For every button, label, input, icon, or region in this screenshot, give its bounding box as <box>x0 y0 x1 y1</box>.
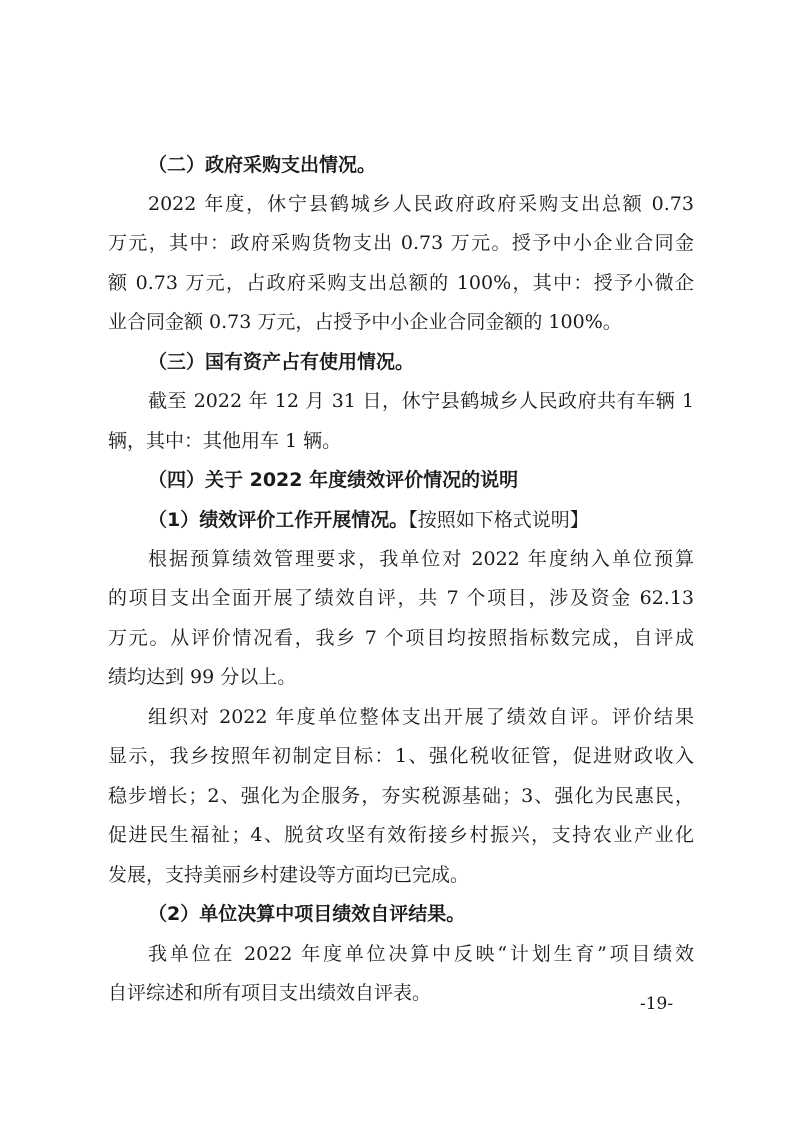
paragraph-line: 促进民生福祉；4、脱贫攻坚有效衔接乡村振兴，支持农业产业化 <box>108 824 694 846</box>
paragraph-line: 我单位在 2022 年度单位决算中反映“计划生育”项目绩效 <box>148 943 694 965</box>
paragraph-line: 万元。从评价情况看，我乡 7 个项目均按照指标数完成，自评成 <box>108 627 694 649</box>
page-number: -19- <box>640 994 674 1014</box>
paragraph-line: 额 0.73 万元，占政府采购支出总额的 100%，其中：授予小微企 <box>108 272 694 294</box>
paragraph-line: 显示，我乡按照年初制定目标：1、强化税收征管，促进财政收入 <box>108 745 694 767</box>
paragraph-line: 截至 2022 年 12 月 31 日，休宁县鹤城乡人民政府共有车辆 1 <box>148 390 694 412</box>
paragraph-line: 2022 年度，休宁县鹤城乡人民政府政府采购支出总额 0.73 <box>148 193 694 215</box>
paragraph-line: 发展，支持美丽乡村建设等方面均已完成。 <box>108 864 470 886</box>
paragraph-line: 自评综述和所有项目支出绩效自评表。 <box>108 982 432 1004</box>
subsection-heading-work: （1）绩效评价工作开展情况。 <box>148 509 409 531</box>
subsection-heading-line <box>148 507 734 533</box>
paragraph-line: 稳步增长；2、强化为企服务，夯实税源基础；3、强化为民惠民， <box>108 785 694 807</box>
section-heading-performance: （四）关于 2022 年度绩效评价情况的说明 <box>148 469 519 491</box>
paragraph-line: 组织对 2022 年度单位整体支出开展了绩效自评。评价结果 <box>148 706 694 728</box>
heading-note: 【按照如下格式说明】 <box>408 509 589 531</box>
section-heading-assets: （三）国有资产占有使用情况。 <box>148 351 415 373</box>
paragraph-line: 业合同金额 0.73 万元，占授予中小企业合同金额的 100%。 <box>108 311 622 333</box>
subsection-heading-results: （2）单位决算中项目绩效自评结果。 <box>148 903 466 925</box>
paragraph-line: 绩均达到 99 分以上。 <box>108 666 297 688</box>
paragraph-line: 万元，其中：政府采购货物支出 0.73 万元。授予中小企业合同金 <box>108 232 694 254</box>
paragraph-line: 辆，其中：其他用车 1 辆。 <box>108 430 342 452</box>
section-heading-procurement: （二）政府采购支出情况。 <box>148 154 377 176</box>
paragraph-line: 的项目支出全面开展了绩效自评，共 7 个项目，涉及资金 62.13 <box>108 587 694 609</box>
paragraph-line: 根据预算绩效管理要求，我单位对 2022 年度纳入单位预算 <box>148 548 694 570</box>
